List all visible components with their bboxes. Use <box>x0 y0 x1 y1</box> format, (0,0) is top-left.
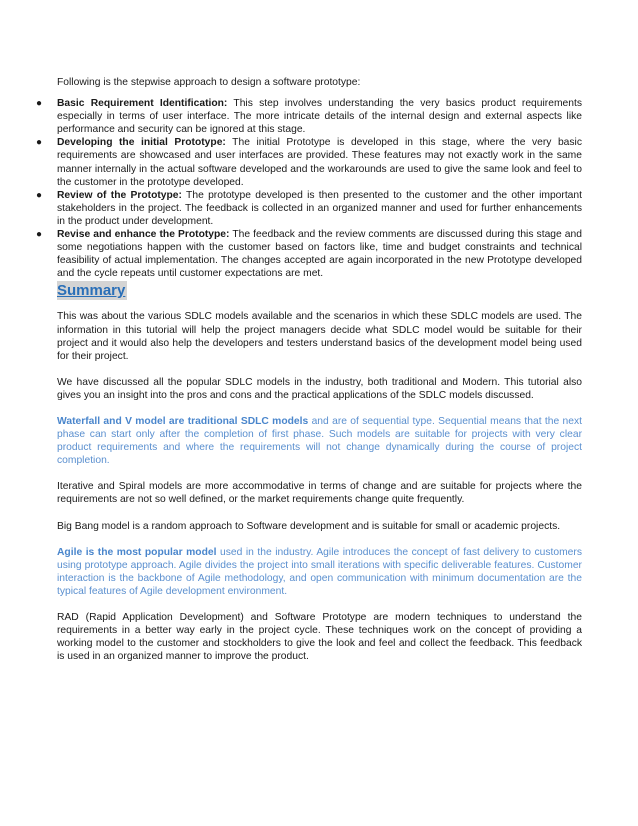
bullet-icon: ● <box>36 98 43 110</box>
highlight-lead: Waterfall and V model are traditional SDLC models <box>57 415 309 427</box>
summary-paragraph: RAD (Rapid Application Development) and Software Prototype are modern techniques to understand the requirements in a better way early in the project cycle. These techniques work on the concept of providing a working model to the customer and stockholders to give the look and feel and collect the feedback. This feedback is used in an organized manner to improve the product. <box>57 612 582 663</box>
bullet-icon: ● <box>36 229 43 241</box>
step-term: Basic Requirement Identification: <box>57 98 228 110</box>
step-item <box>36 97 582 136</box>
prototype-steps-list <box>36 97 582 280</box>
intro-text: Following is the stepwise approach to design a software prototype: <box>57 77 361 88</box>
step-text: The prototype developed is then presented to the customer and the other important stakeholders in the project. The feedback is collected in an organized manner and used for further enhancements in the product under development. <box>57 189 582 227</box>
traditional-models-paragraph <box>57 415 582 467</box>
step-text: This step involves understanding the very basics product requirements especially in terms of user interface. The more intricate details of the internal design and external aspects like performance and security can be ignored at this stage. <box>57 98 582 136</box>
agile-paragraph <box>57 546 582 598</box>
step-item <box>36 189 582 228</box>
document-page <box>36 76 583 676</box>
bullet-icon: ● <box>36 137 43 149</box>
step-term: Revise and enhance the Prototype: <box>57 229 230 241</box>
summary-paragraph: This was about the various SDLC models available and the scenarios in which these SDLC models are used. The information in this tutorial will help the project managers decide what SDLC model would be suitable for their project and it would also help the developers and testers understand basics of the development model being used for their project. <box>57 311 582 362</box>
step-text: The initial Prototype is developed in this stage, where the very basic requirements are showcased and user interfaces are provided. These features may not exactly work in the same manner internally in the actual software developed and the workarounds are used to give the same look and feel to the customer in the prototype developed. <box>57 137 582 188</box>
step-term: Review of the Prototype: <box>57 189 182 201</box>
step-item <box>36 136 582 188</box>
summary-paragraph: Iterative and Spiral models are more accommodative in terms of change and are suitable for projects where the requirements are not so well defined, or the market requirements change quite frequently. <box>57 481 582 506</box>
paragraph-rest: and are of sequential type. Sequential means that the next phase can start only after the completion of first phase. Such models are suitable for projects with very clear product requirements and where the requirements will not change dynamically during the course of project completion. <box>57 415 583 467</box>
step-item <box>36 228 582 280</box>
paragraph-rest: used in the industry. Agile introduces the concept of fast delivery to customers using prototype approach. Agile divides the project into small iterations with specific deliverable features. Customer interaction is the backbone of Agile methodology, and open communication with minimum documentation are the typical features of Agile development environment. <box>57 546 582 597</box>
summary-paragraph: We have discussed all the popular SDLC models in the industry, both traditional and Modern. This tutorial also gives you an insight into the pros and cons and the practical applications of the SDLC models discussed. <box>57 376 582 401</box>
step-term: Developing the initial Prototype: <box>57 137 226 149</box>
highlight-lead: Agile is the most popular model <box>57 546 217 558</box>
summary-paragraph: Big Bang model is a random approach to Software development and is suitable for small or academic projects. <box>57 520 561 532</box>
step-text: The feedback and the review comments are discussed during this stage and some negotiations happen with the customer based on factors like, time and budget constraints and technical feasibility of actual implementation. The changes accepted are again incorporated in the new Prototype developed and the cycle repeats until customer expectations are met. <box>57 229 582 280</box>
bullet-icon: ● <box>36 189 43 201</box>
summary-heading: Summary <box>57 282 126 300</box>
